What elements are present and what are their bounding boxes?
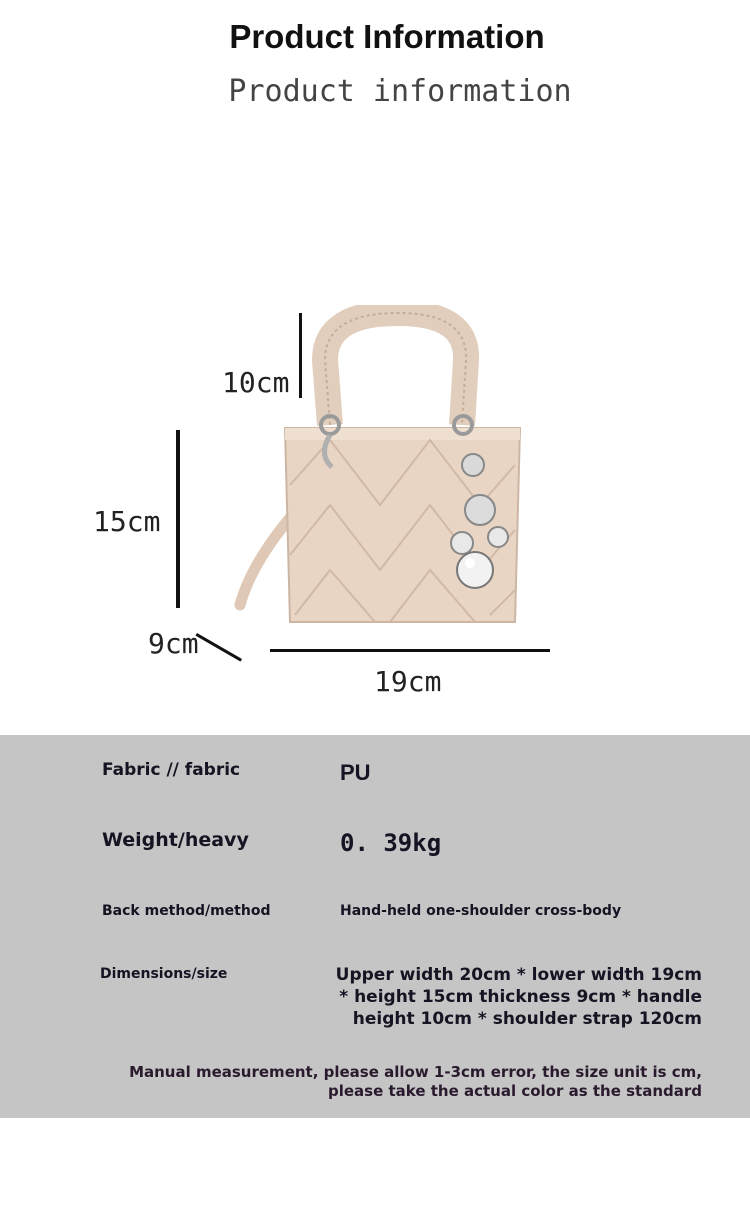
- spec-label-weight: Weight/heavy: [102, 829, 249, 851]
- spec-label-fabric: Fabric // fabric: [102, 760, 241, 780]
- page-subtitle: Product information: [228, 74, 572, 109]
- handle-dimension-label: 10cm: [222, 366, 290, 399]
- spec-value-weight: 0. 39kg: [340, 829, 442, 857]
- spec-value-back-method: Hand-held one-shoulder cross-body: [340, 903, 622, 919]
- measurement-note: Manual measurement, please allow 1-3cm error, the size unit is cm, please take the actual color as the standard: [129, 1063, 702, 1100]
- spec-label-back-method: Back method/method: [102, 903, 271, 919]
- spec-label-dimensions: Dimensions/size: [100, 966, 228, 982]
- height-dimension-label: 15cm: [93, 505, 161, 538]
- width-dimension-label: 19cm: [374, 665, 442, 698]
- page-title: Product Information: [229, 18, 545, 55]
- spec-value-fabric: PU: [340, 760, 371, 785]
- handbag-image: [230, 305, 530, 635]
- spec-panel: [0, 735, 750, 1118]
- thickness-dimension-line: [196, 633, 243, 662]
- spec-value-dimensions: Upper width 20cm * lower width 19cm * height 15cm thickness 9cm * handle height 10cm * shoulder strap 120cm: [335, 965, 702, 1029]
- width-dimension-line: [270, 649, 550, 652]
- height-dimension-line: [176, 430, 180, 608]
- thickness-dimension-label: 9cm: [148, 627, 199, 660]
